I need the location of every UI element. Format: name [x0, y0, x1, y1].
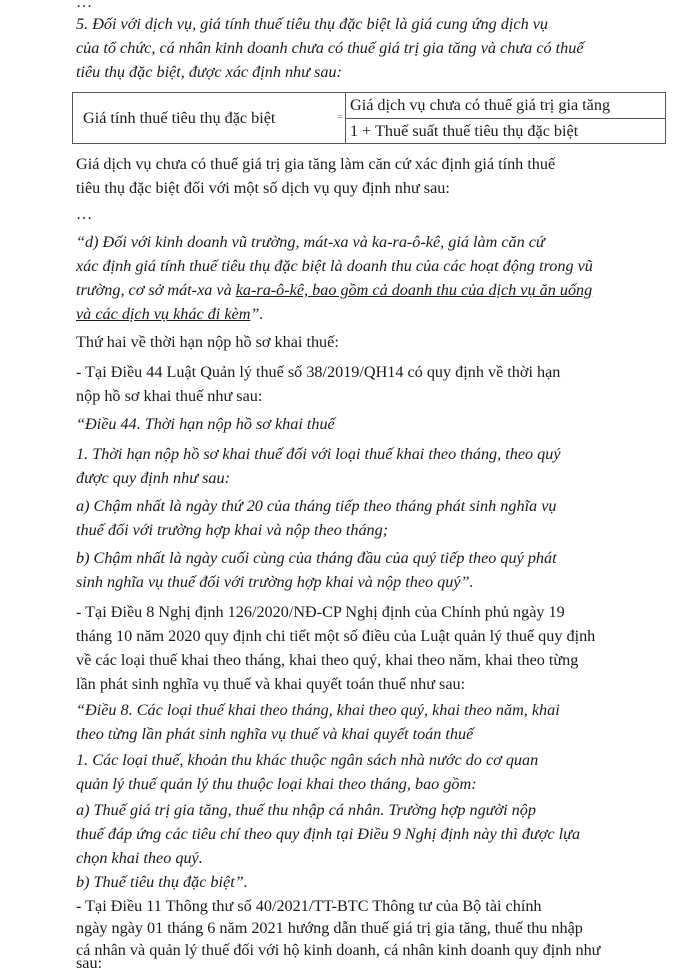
quote-line: thuế đáp ứng các tiêu chí theo quy định tại Điều 9 Nghị định này thì được lựa — [76, 825, 581, 843]
quote-line: sinh nghĩa vụ thuế đối với trường hợp khai và nộp theo quý”. — [76, 573, 474, 591]
article-title: theo từng lần phát sinh nghĩa vụ thuế và khai quyết toán thuế — [76, 725, 474, 743]
quote-line: được quy định như sau: — [76, 469, 230, 487]
quote-line: b) Thuế tiêu thụ đặc biệt”. — [76, 873, 248, 891]
quote-line — [76, 280, 592, 300]
formula-label: Giá tính thuế tiêu thụ đặc biệt — [83, 109, 276, 127]
paragraph-line: - Tại Điều 44 Luật Quản lý thuế số 38/2019/QH14 có quy định về thời hạn — [76, 363, 561, 381]
paragraph-line: sau: — [76, 954, 103, 972]
quote-line: a) Thuế giá trị gia tăng, thuế thu nhập cá nhân. Trường hợp người nộp — [76, 801, 536, 819]
paragraph-line: Giá dịch vụ chưa có thuế giá trị gia tăng làm căn cứ xác định giá tính thuế — [76, 155, 556, 173]
paragraph-line: về các loại thuế khai theo tháng, khai theo quý, khai theo năm, khai theo từng — [76, 651, 579, 669]
quote-line: b) Chậm nhất là ngày cuối cùng của tháng đầu của quý tiếp theo quý phát — [76, 549, 557, 567]
formula-numerator: Giá dịch vụ chưa có thuế giá trị gia tăng — [350, 96, 611, 114]
quote-line: 1. Thời hạn nộp hồ sơ khai thuế đối với loại thuế khai theo tháng, theo quý — [76, 445, 561, 463]
paragraph-line: - Tại Điều 11 Thông thư số 40/2021/TT-BTC Thông tư của Bộ tài chính — [76, 897, 542, 915]
paragraph-line: tiêu thụ đặc biệt đối với một số dịch vụ quy định như sau: — [76, 179, 450, 197]
paragraph-line: nộp hồ sơ khai thuế như sau: — [76, 387, 263, 405]
quote-line: thuế đối với trường hợp khai và nộp theo tháng; — [76, 521, 389, 539]
paragraph-line: tiêu thụ đặc biệt, được xác định như sau: — [76, 63, 342, 81]
quote-line: quản lý thuế quản lý thu thuộc loại khai theo tháng, bao gồm: — [76, 775, 477, 793]
paragraph-line: ngày ngày 01 tháng 6 năm 2021 hướng dẫn thuế giá trị gia tăng, thuế thu nhập — [76, 919, 583, 937]
quote-close: ”. — [250, 305, 264, 323]
quote-line: xác định giá tính thuế tiêu thụ đặc biệt là doanh thu của các hoạt động trong vũ — [76, 257, 593, 275]
ellipsis: … — [76, 205, 93, 223]
quote-line — [76, 304, 263, 324]
paragraph-line: tháng 10 năm 2020 quy định chi tiết một số điều của Luật quản lý thuế quy định — [76, 627, 596, 645]
article-title: “Điều 8. Các loại thuế khai theo tháng, khai theo quý, khai theo năm, khai — [76, 701, 560, 719]
quote-line: 1. Các loại thuế, khoản thu khác thuộc ngân sách nhà nước do cơ quan — [76, 751, 539, 769]
section-heading: Thứ hai về thời hạn nộp hồ sơ khai thuế: — [76, 333, 339, 351]
quote-line: “d) Đối với kinh doanh vũ trường, mát-xa và ka-ra-ô-kê, giá làm căn cứ — [76, 233, 545, 251]
quote-text: trường, cơ sở mát-xa và — [76, 281, 236, 299]
article-title: “Điều 44. Thời hạn nộp hồ sơ khai thuế — [76, 415, 335, 433]
special-consumption-tax-formula — [72, 92, 666, 144]
underlined-text: và các dịch vụ khác đi kèm — [76, 305, 251, 323]
paragraph-line: lần phát sinh nghĩa vụ thuế và khai quyết toán thuế như sau: — [76, 675, 466, 693]
formula-equals: = — [337, 112, 343, 123]
formula-denominator: 1 + Thuế suất thuế tiêu thụ đặc biệt — [350, 122, 579, 140]
quote-line: a) Chậm nhất là ngày thứ 20 của tháng tiếp theo tháng phát sinh nghĩa vụ — [76, 497, 557, 515]
paragraph-line: - Tại Điều 8 Nghị định 126/2020/NĐ-CP Nghị định của Chính phủ ngày 19 — [76, 603, 565, 621]
paragraph-line: của tổ chức, cá nhân kinh doanh chưa có thuế giá trị gia tăng và chưa có thuế — [76, 39, 584, 57]
underlined-text: ka-ra-ô-kê, bao gồm cả doanh thu của dịch vụ ăn uống — [235, 281, 593, 299]
ellipsis-top: … — [76, 0, 93, 11]
paragraph-line: cá nhân và quản lý thuế đối với hộ kinh doanh, cá nhân kinh doanh quy định như — [76, 941, 601, 959]
quote-line: chọn khai theo quý. — [76, 849, 203, 867]
paragraph-line: 5. Đối với dịch vụ, giá tính thuế tiêu thụ đặc biệt là giá cung ứng dịch vụ — [76, 15, 548, 33]
